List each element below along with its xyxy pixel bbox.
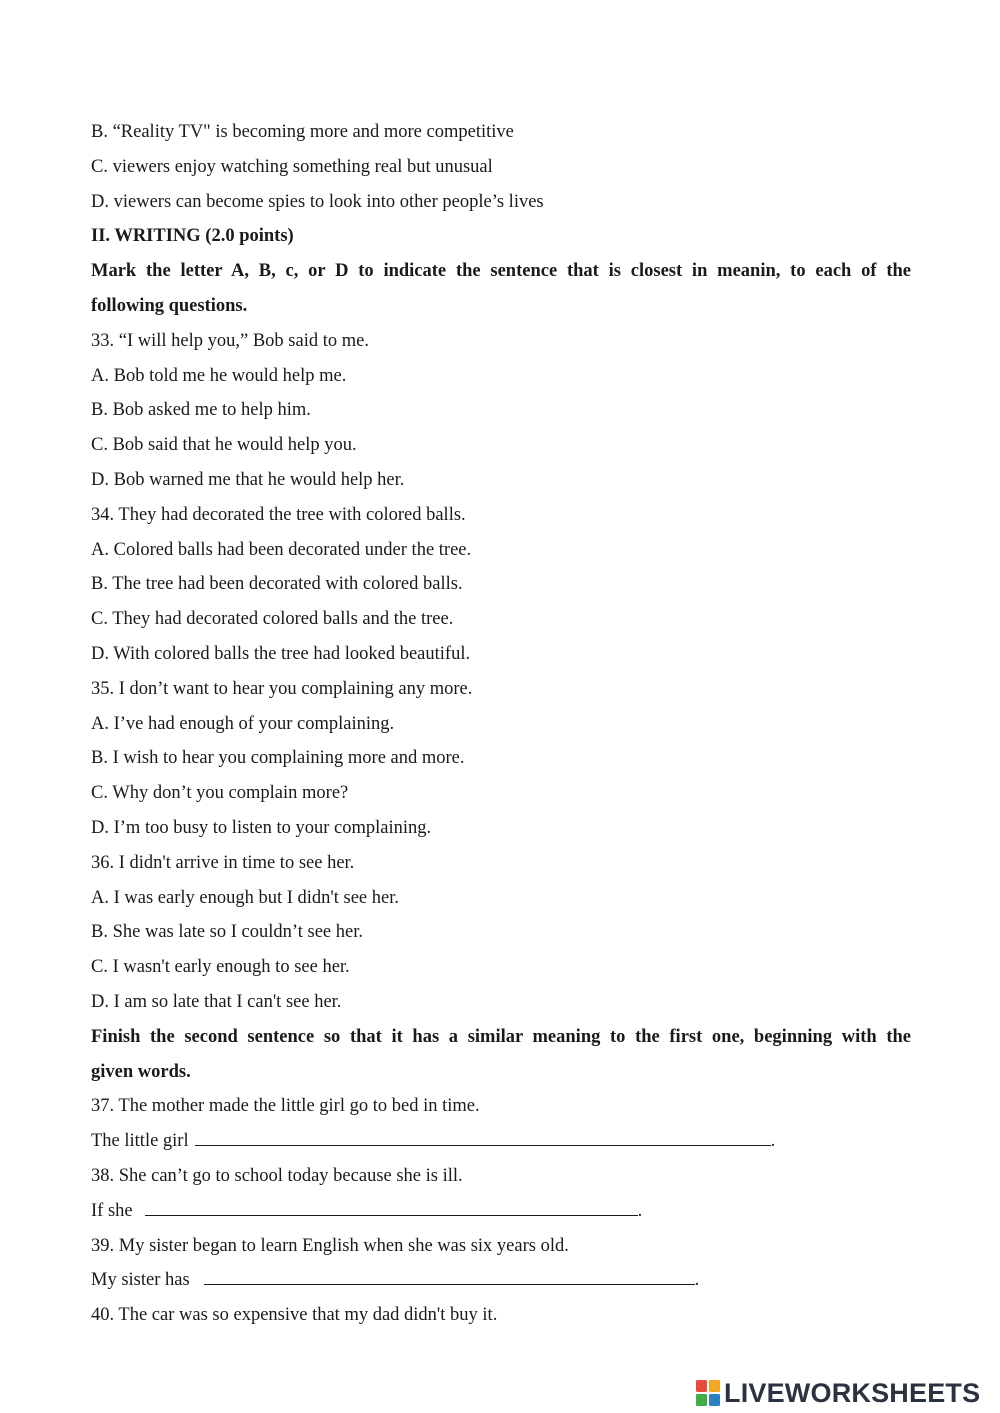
answer-prompt: My sister has [91, 1270, 190, 1291]
instruction-line: following questions. [91, 295, 248, 316]
instruction-line: Finish the second sentence so that it has a similar meaning to the first one, beginning with the [91, 1026, 911, 1047]
instruction-line: given words. [91, 1061, 191, 1082]
answer-blank-38[interactable] [145, 1195, 638, 1216]
worksheet-content [91, 115, 911, 1333]
option-36b[interactable]: B. She was late so I couldn’t see her. [91, 922, 363, 943]
liveworksheets-logo [696, 1376, 980, 1410]
question-35: 35. I don’t want to hear you complaining any more. [91, 678, 473, 699]
answer-row-39 [91, 1263, 911, 1298]
period: . [694, 1270, 700, 1291]
question-34: 34. They had decorated the tree with colored balls. [91, 504, 466, 525]
option-34d[interactable]: D. With colored balls the tree had looked beautiful. [91, 643, 471, 664]
option-line: B. “Reality TV" is becoming more and more competitive [91, 122, 514, 142]
liveworksheets-wordmark: LIVEWORKSHEETS [724, 1377, 981, 1408]
option-34b[interactable]: B. The tree had been decorated with colored balls. [91, 574, 463, 595]
option-33d[interactable]: D. Bob warned me that he would help her. [91, 469, 405, 490]
option-34a[interactable]: A. Colored balls had been decorated under the tree. [91, 539, 472, 560]
option-line: D. viewers can become spies to look into other people’s lives [91, 191, 544, 212]
option-36d[interactable]: D. I am so late that I can't see her. [91, 991, 342, 1012]
instruction-line: Mark the letter A, B, c, or D to indicate the sentence that is closest in meanin, to each of the [91, 261, 911, 282]
answer-blank-39[interactable] [204, 1264, 695, 1285]
answer-prompt: If she [91, 1200, 133, 1221]
option-33c[interactable]: C. Bob said that he would help you. [91, 435, 357, 456]
answer-blank-37[interactable] [195, 1125, 771, 1146]
question-39: 39. My sister began to learn English when she was six years old. [91, 1235, 569, 1256]
answer-row-38 [91, 1194, 911, 1229]
question-40: 40. The car was so expensive that my dad didn't buy it. [91, 1305, 498, 1326]
option-34c[interactable]: C. They had decorated colored balls and the tree. [91, 609, 454, 630]
option-line: C. viewers enjoy watching something real but unusual [91, 156, 493, 177]
answer-prompt: The little girl [91, 1131, 189, 1152]
option-35c[interactable]: C. Why don’t you complain more? [91, 783, 349, 804]
option-35d[interactable]: D. I’m too busy to listen to your complaining. [91, 817, 432, 838]
option-33a[interactable]: A. Bob told me he would help me. [91, 365, 347, 386]
liveworksheets-mark-icon [696, 1380, 720, 1406]
question-38: 38. She can’t go to school today because she is ill. [91, 1165, 463, 1186]
answer-row-37 [91, 1124, 911, 1159]
option-36c[interactable]: C. I wasn't early enough to see her. [91, 957, 350, 978]
question-37: 37. The mother made the little girl go to bed in time. [91, 1096, 480, 1117]
option-35b[interactable]: B. I wish to hear you complaining more and more. [91, 748, 465, 769]
period: . [637, 1200, 643, 1221]
section-heading: II. WRITING (2.0 points) [91, 226, 294, 247]
option-33b[interactable]: B. Bob asked me to help him. [91, 400, 311, 421]
option-35a[interactable]: A. I’ve had enough of your complaining. [91, 713, 395, 734]
period: . [770, 1131, 776, 1152]
option-36a[interactable]: A. I was early enough but I didn't see her. [91, 887, 399, 908]
question-33: 33. “I will help you,” Bob said to me. [91, 330, 369, 351]
question-36: 36. I didn't arrive in time to see her. [91, 852, 355, 873]
